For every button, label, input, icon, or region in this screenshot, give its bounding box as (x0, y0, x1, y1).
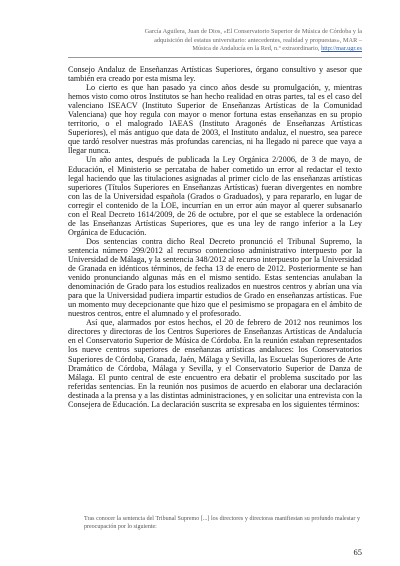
block-quote: Tras conocer la sentencia del Tribunal Supremo [...] los directores y directoras manifiestan su profundo malestar y preocupación por lo siguiente: (84, 516, 360, 530)
running-header (138, 28, 362, 54)
header-divider (68, 57, 362, 58)
paragraph: Dos sentencias contra dicho Real Decreto pronunció el Tribunal Supremo, la sentencia número 299/2012 al recurso contencioso administrativo interpuesto por la Universidad de Málaga, y la sentencia 348/2012 al recurso interpuesto por la Universidad de Granada en idénticos términos, de fecha 13 de enero de 2012. Posteriormente se han venido pronunciando algunas más en el mismo sentido. Estas sentencias anulaban la denominación de Grado para los estudios realizados en nuestros centros y abrían una vía para que la Universidad pudiera impartir estudios de Grado en enseñanzas artísticas. Fue un momento muy decepcionante que hizo que el pesimismo se propagara en el ámbito de nuestros centros, entre el alumnado y el profesorado. (68, 236, 362, 319)
header-link[interactable]: http://mar.ugr.es (321, 45, 362, 53)
header-citation: García Aguilera, Juan de Dios, «El Conservatorio Superior de Música de Córdoba y la adquisición del estatus universitario: antecedentes, realidad y propuestas», MAR – Música de Andalucía en la Red, n.º extraordinario, (144, 28, 362, 53)
paragraph: Así que, alarmados por estos hechos, el 20 de febrero de 2012 nos reunimos los directores y directoras de los Centros Superiores de Enseñanzas Artísticas de Andalucía en el Conservatorio Superior de Música de Córdoba. En la reunión estaban representados los nueve centros superiores de enseñanzas artísticas andaluces: los Conservatorios Superiores de Córdoba, Granada, Jaén, Málaga y Sevilla, las Escuelas Superiores de Arte Dramático de Córdoba, Málaga y Sevilla, y el Conservatorio Superior de Danza de Málaga. El punto central de este encuentro era debatir el problema suscitado por las referidas sentencias. En la reunión nos pusimos de acuerdo en elaborar una declaración destinada a la prensa y a las distintas administraciones, y en solicitar una entrevista con la Consejera de Educación. La declaración suscrita se expresaba en los siguientes términos: (68, 318, 362, 409)
paragraph: Consejo Andaluz de Enseñanzas Artísticas Superiores, órgano consultivo y asesor que también era creado por esta misma ley. (68, 65, 362, 84)
page-number: 65 (353, 547, 362, 557)
paragraph: Un año antes, después de publicada la Ley Orgánica 2/2006, de 3 de mayo, de Educación, el Ministerio se percataba de haber cometido un error al redactar el texto legal haciendo que las titulaciones asignadas al primer ciclo de las enseñanzas artísticas superiores (Títulos Superiores en Enseñanzas Artísticas) fueran divergentes en nombre con las de la Universidad española (Grados o Graduados), y para repararlo, en lugar de corregir el contenido de la LOE, incurrían en un error aún mayor al querer subsanarlo con el Real Decreto 1614/2009, de 26 de octubre, por el que se establece la ordenación de las Enseñanzas Artísticas Superiores, que es una ley de rango inferior a la Ley Orgánica de Educación. (68, 155, 362, 237)
paragraph: Lo cierto es que han pasado ya cinco años desde su promulgación, y, mientras hemos visto como otros Institutos se han hecho realidad en otras partes, tal es el caso del valenciano ISEACV (Instituto Superior de Enseñanzas Artísticas de la Comunidad Valenciana) que hoy regula con mayor o menor fortuna estas enseñanzas en su propio territorio, o el malogrado IAEAS (Instituto Aragonés de Enseñanzas Artísticas Superiores), el más antiguo que data de 2003, el Instituto andaluz, el nuestro, sea parece que tardó resolver nuestras más profundas carencias, ni ha llegado ni parece que vaya a llegar nunca. (68, 83, 362, 156)
body-text (68, 65, 362, 409)
